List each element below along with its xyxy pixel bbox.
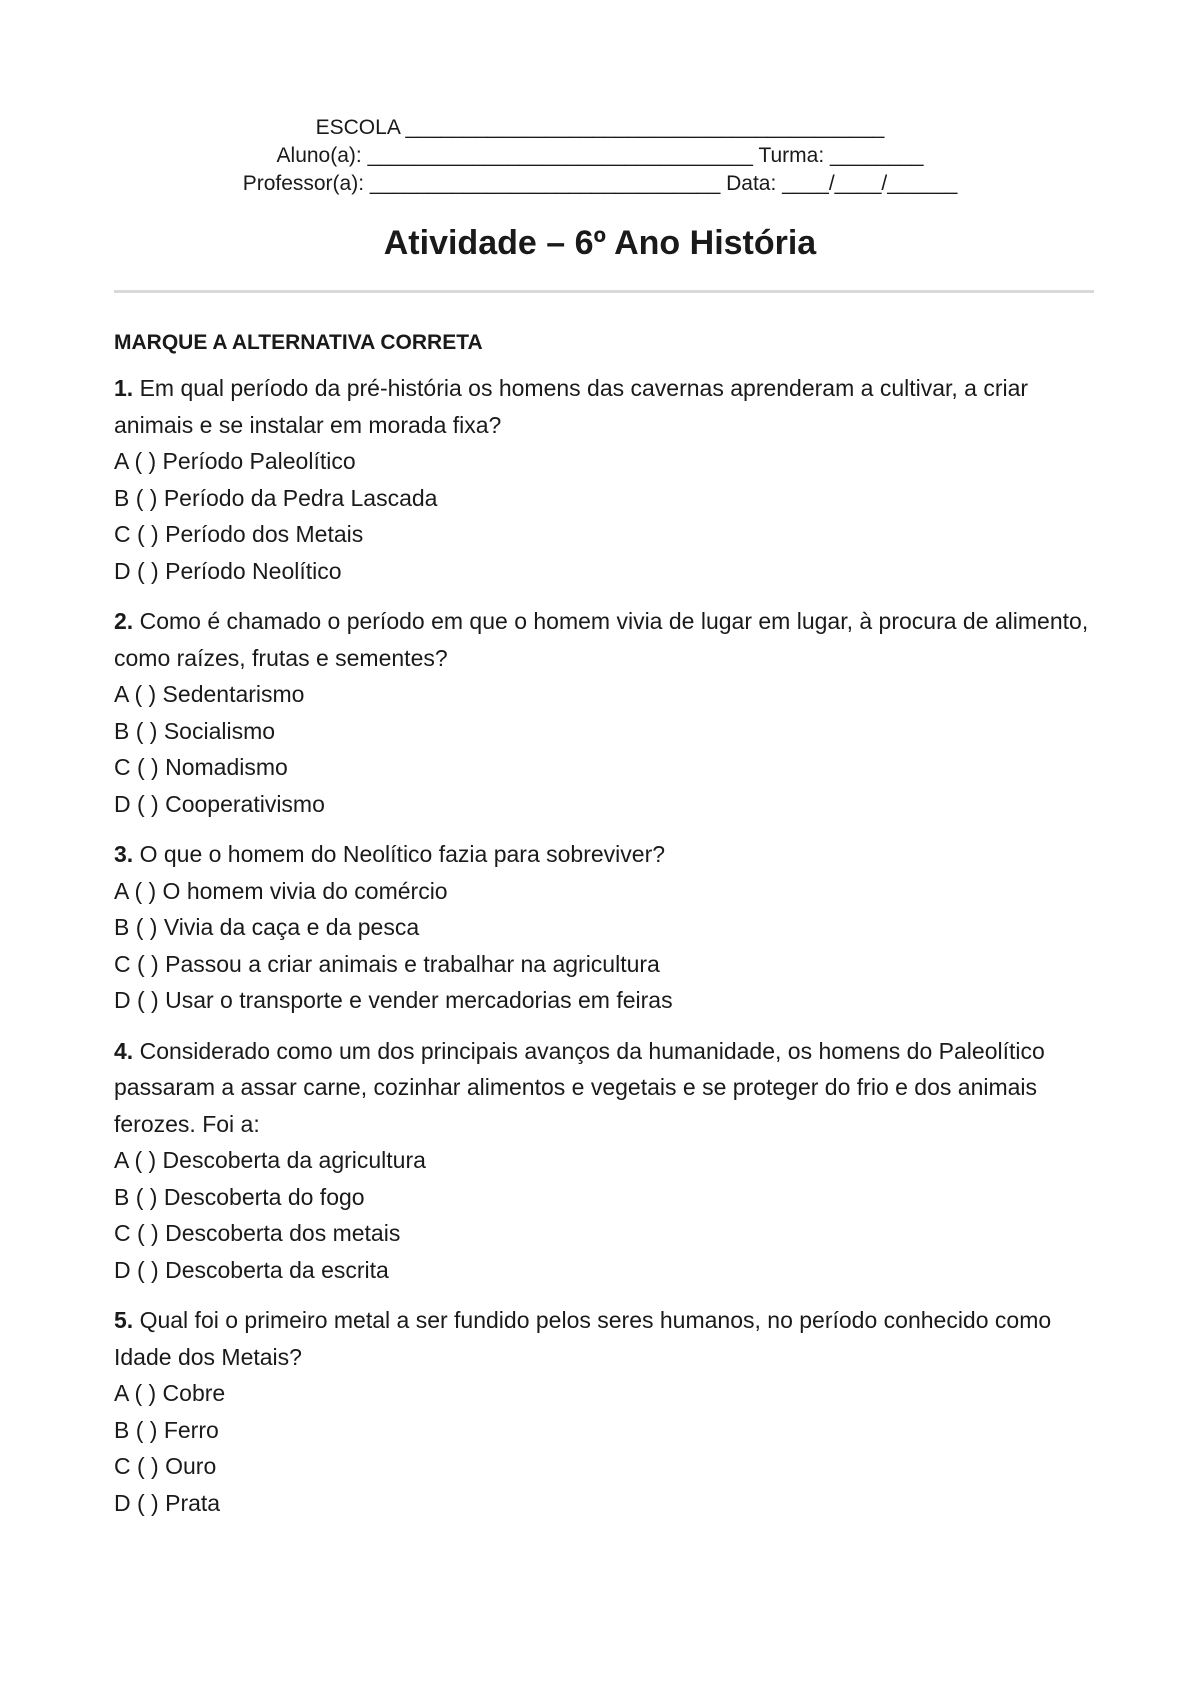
- option-c[interactable]: C ( ) Passou a criar animais e trabalhar na agricultura: [114, 950, 660, 977]
- question-text: [114, 370, 1094, 443]
- option-a[interactable]: A ( ) Período Paleolítico: [114, 448, 356, 474]
- question-number: 4.: [114, 1037, 134, 1064]
- teacher-field: Professor(a): ______________________________ Data: ____/____/______: [242, 172, 958, 195]
- option-a[interactable]: A ( ) Cobre: [114, 1380, 226, 1406]
- question-4: [114, 1033, 1094, 1289]
- question-2: [114, 603, 1094, 822]
- option-c[interactable]: C ( ) Descoberta dos metais: [114, 1220, 401, 1246]
- option-a[interactable]: A ( ) Descoberta da agricultura: [114, 1147, 426, 1173]
- question-text: [114, 1302, 1094, 1375]
- question-prompt: Como é chamado o período em que o homem vivia de lugar em lugar, à procura de alimento, como raízes, frutas e sementes?: [114, 608, 1089, 671]
- question-text: [114, 1033, 1094, 1143]
- instruction-heading: MARQUE A ALTERNATIVA CORRETA: [114, 331, 483, 354]
- question-1: [114, 370, 1094, 589]
- option-d[interactable]: D ( ) Usar o transporte e vender mercadorias em feiras: [114, 987, 673, 1013]
- question-3: [114, 836, 1094, 1019]
- option-a[interactable]: A ( ) O homem vivia do comércio: [114, 877, 448, 904]
- option-a[interactable]: A ( ) Sedentarismo: [114, 681, 305, 707]
- option-b[interactable]: B ( ) Socialismo: [114, 717, 276, 744]
- question-prompt: Qual foi o primeiro metal a ser fundido pelos seres humanos, no período conhecido como Idade dos Metais?: [114, 1307, 1052, 1370]
- school-field: ESCOLA _________________________________________: [315, 116, 885, 139]
- option-d[interactable]: D ( ) Descoberta da escrita: [114, 1256, 389, 1283]
- option-b[interactable]: B ( ) Ferro: [114, 1416, 219, 1443]
- question-text: [114, 836, 1094, 873]
- student-field: Aluno(a): _________________________________ Turma: ________: [276, 144, 924, 167]
- option-c[interactable]: C ( ) Ouro: [114, 1453, 217, 1479]
- page-title: Atividade – 6º Ano História: [383, 224, 817, 262]
- question-5: [114, 1302, 1094, 1521]
- question-number: 5.: [114, 1307, 134, 1333]
- option-d[interactable]: D ( ) Período Neolítico: [114, 557, 342, 584]
- option-b[interactable]: B ( ) Vivia da caça e da pesca: [114, 914, 420, 940]
- option-b[interactable]: B ( ) Descoberta do fogo: [114, 1183, 365, 1210]
- question-number: 1.: [114, 375, 134, 401]
- option-d[interactable]: D ( ) Cooperativismo: [114, 790, 325, 817]
- question-number: 2.: [114, 608, 134, 634]
- question-prompt: Em qual período da pré-história os homens das cavernas aprenderam a cultivar, a criar animais e se instalar em morada fixa?: [114, 375, 1029, 438]
- question-text: [114, 603, 1094, 676]
- question-number: 3.: [114, 841, 134, 867]
- option-c[interactable]: C ( ) Período dos Metais: [114, 521, 364, 547]
- question-prompt: O que o homem do Neolítico fazia para sobreviver?: [133, 841, 666, 867]
- option-d[interactable]: D ( ) Prata: [114, 1489, 221, 1516]
- option-c[interactable]: C ( ) Nomadismo: [114, 754, 288, 780]
- questions-section: [114, 328, 1094, 1535]
- header-fields: [0, 114, 1200, 198]
- question-prompt: Considerado como um dos principais avanços da humanidade, os homens do Paleolítico passaram a assar carne, cozinhar alimentos e vegetais e se proteger do frio e dos animais ferozes. Foi a:: [114, 1037, 1045, 1137]
- option-b[interactable]: B ( ) Período da Pedra Lascada: [114, 484, 438, 511]
- divider: [114, 290, 1094, 293]
